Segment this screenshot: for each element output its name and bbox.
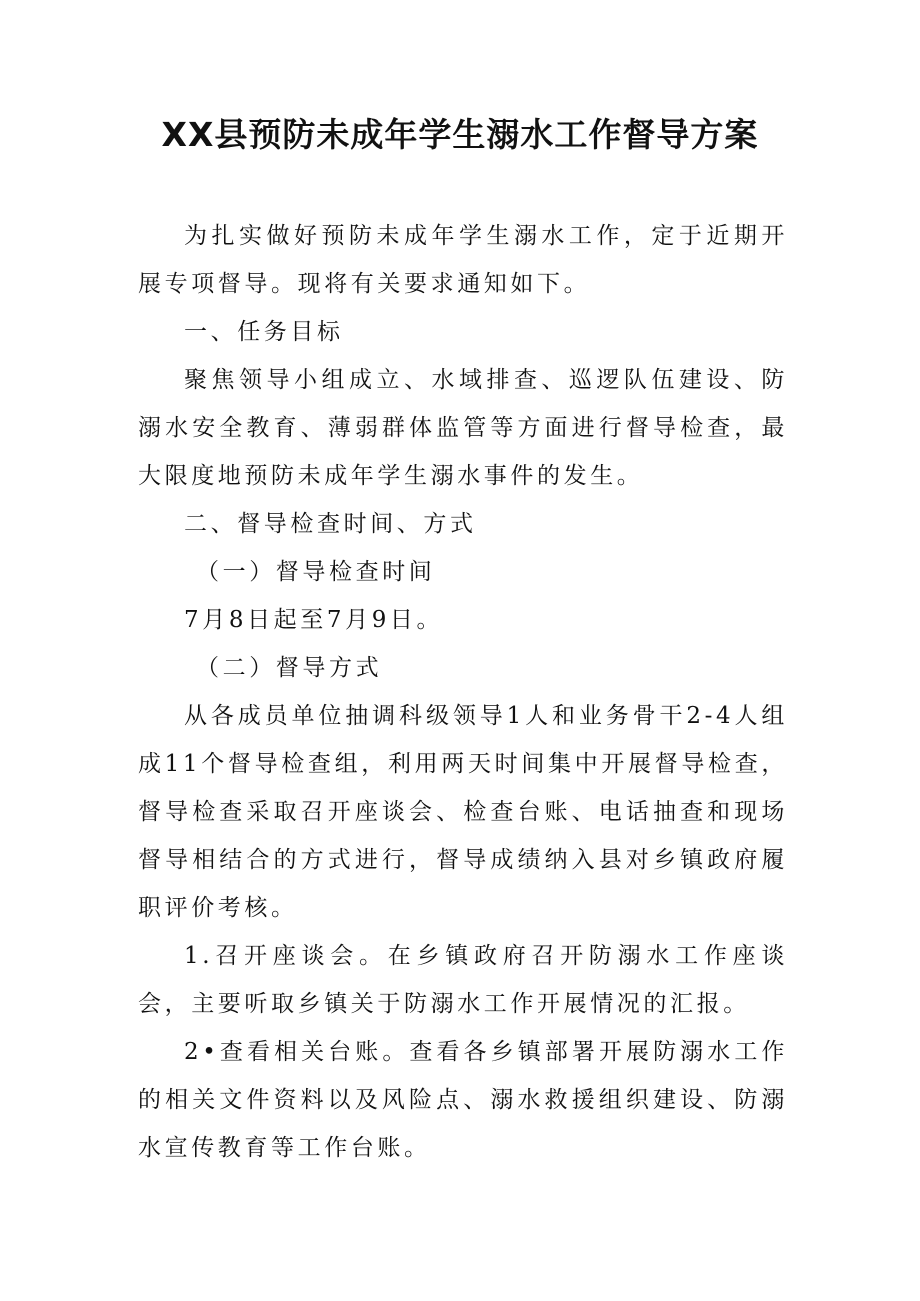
document-body <box>138 212 788 1172</box>
document-title: XX县预防未成年学生溺水工作督导方案 <box>161 115 759 154</box>
section-heading-time-method: 二、督导检查时间、方式 <box>184 511 477 537</box>
method-paragraph: 从各成员单位抽调科级领导1人和业务骨干2-4人组成11个督导检查组，利用两天时间集中开展督导检查，督导检查采取召开座谈会、检查台账、电话抽查和现场督导相结合的方式进行，督导成绩纳入县对乡镇政府履职评价考核。 <box>138 703 788 921</box>
time-paragraph: 7月8日起至7月9日。 <box>184 607 444 633</box>
list-item-meeting: 1.召开座谈会。在乡镇政府召开防溺水工作座谈会，主要听取乡镇关于防溺水工作开展情况的汇报。 <box>138 943 788 1017</box>
subsection-heading-method: （二）督导方式 <box>196 655 383 681</box>
list-item-ledger: 2•查看相关台账。查看各乡镇部署开展防溺水工作的相关文件资料以及风险点、溺水救援组织建设、防溺水宣传教育等工作台账。 <box>138 1039 788 1161</box>
task-goal-paragraph: 聚焦领导小组成立、水域排查、巡逻队伍建设、防溺水安全教育、薄弱群体监管等方面进行督导检查，最大限度地预防未成年学生溺水事件的发生。 <box>138 367 788 489</box>
subsection-heading-time: （一）督导检查时间 <box>196 559 436 585</box>
intro-paragraph: 为扎实做好预防未成年学生溺水工作，定于近期开展专项督导。现将有关要求通知如下。 <box>138 223 788 297</box>
section-heading-task-goal: 一、任务目标 <box>184 319 344 345</box>
